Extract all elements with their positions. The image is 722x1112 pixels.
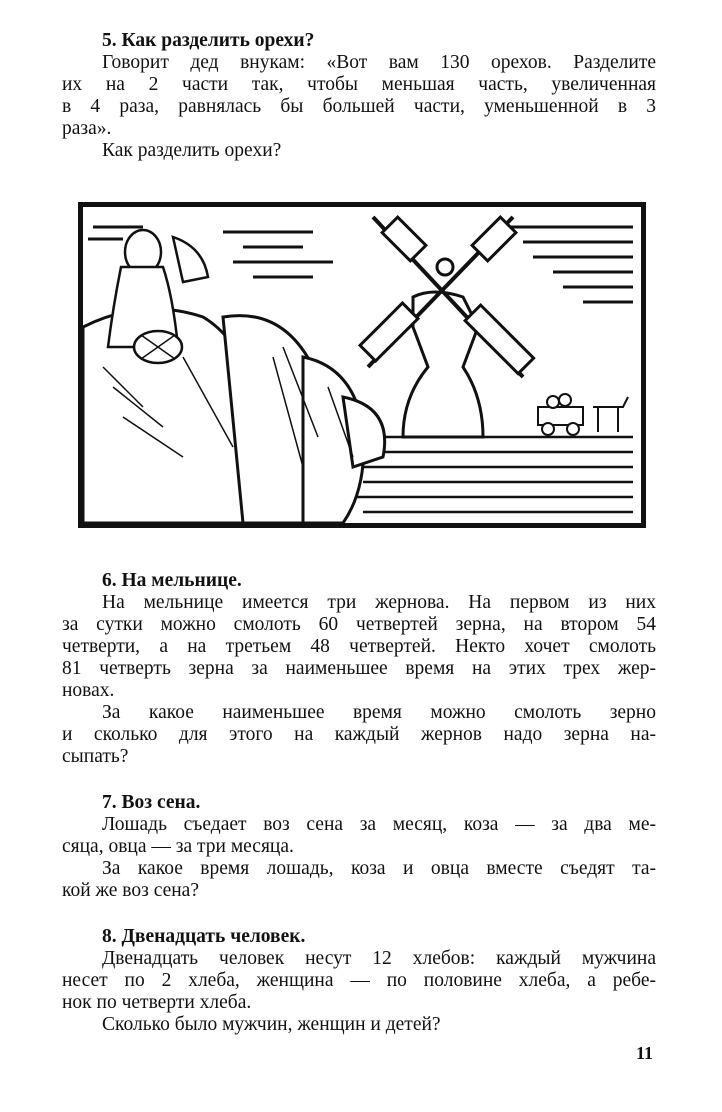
horse-cart: [538, 394, 628, 435]
problem-7-heading: 7. Воз сена.: [102, 792, 201, 813]
problem-8-line: несет по 2 хлеба, женщина — по половине хлеба, а ребе-: [62, 970, 656, 991]
problem-8: [62, 926, 656, 1036]
woodcut-illustration: [78, 202, 646, 528]
problem-5-line: их на 2 части так, чтобы меньшая часть, увеличенная: [62, 74, 656, 95]
problem-6-line: 81 четверть зерна за наименьшее время на этих трех жер-: [62, 658, 656, 679]
problem-6-line: и сколько для этого на каждый жернов надо зерна на-: [62, 724, 656, 745]
problem-6-line: сыпать?: [62, 746, 129, 767]
problem-8-heading: 8. Двенадцать человек.: [102, 926, 306, 947]
problem-5-line: раза».: [62, 118, 112, 139]
problem-7: [62, 792, 656, 902]
problem-5-line: Говорит дед внукам: «Вот вам 130 орехов. Разделите: [102, 52, 656, 73]
problem-7-line: сяца, овца — за три месяца.: [62, 836, 294, 857]
problem-8-line: Сколько было мужчин, женщин и детей?: [102, 1014, 441, 1035]
problem-6-line: за сутки можно смолоть 60 четвертей зерна, на втором 54: [62, 614, 656, 635]
problem-6-line: За какое наименьшее время можно смолоть зерно: [102, 702, 656, 723]
problem-6-line: новах.: [62, 680, 115, 701]
windmill: [360, 217, 534, 437]
problem-6-line: четверти, а на третьем 48 четвертей. Некто хочет смолоть: [62, 636, 656, 657]
problem-5-line: в 4 раза, равнялась бы большей части, уменьшенной в 3: [62, 96, 656, 117]
problem-8-line: нок по четверти хлеба.: [62, 992, 252, 1013]
problem-6: [62, 570, 656, 768]
problem-7-line: кой же воз сена?: [62, 880, 199, 901]
problem-7-line: За какое время лошадь, коза и овца вместе съедят та-: [102, 858, 656, 879]
problem-5-heading: 5. Как разделить орехи?: [102, 30, 315, 51]
problem-8-line: Двенадцать человек несут 12 хлебов: каждый мужчина: [102, 948, 656, 969]
problem-6-heading: 6. На мельнице.: [102, 570, 242, 591]
problem-5: [62, 30, 656, 162]
problem-6-line: На мельнице имеется три жернова. На первом из них: [102, 592, 656, 613]
ground-hatching: [353, 437, 633, 512]
windmill-scene-icon: [83, 207, 641, 523]
problem-7-line: Лошадь съедает воз сена за месяц, коза — за два ме-: [102, 814, 656, 835]
problem-5-line: Как разделить орехи?: [102, 140, 282, 161]
page-number: 11: [636, 1043, 654, 1063]
